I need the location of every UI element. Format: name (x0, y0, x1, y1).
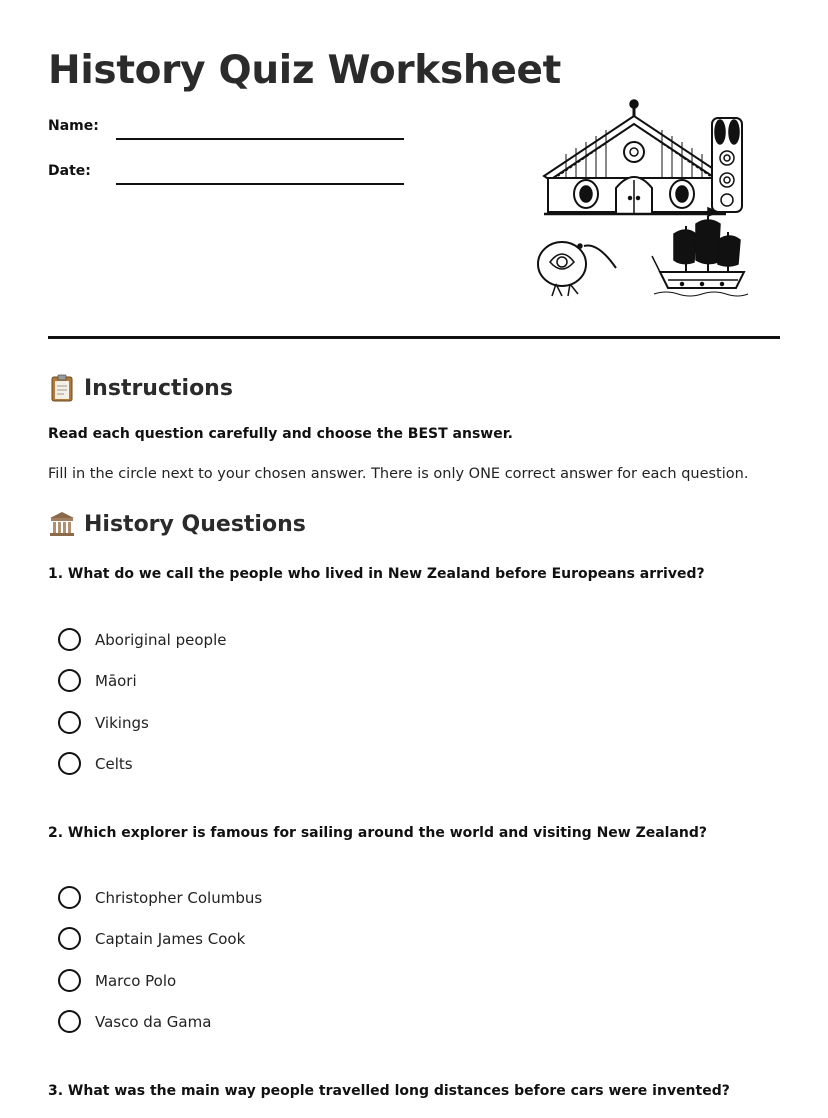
date-label: Date: (48, 163, 91, 179)
option-label: Aboriginal people (95, 630, 227, 649)
clipboard-icon (48, 374, 76, 402)
date-field (48, 163, 91, 179)
radio-circle[interactable] (58, 886, 81, 909)
history-illustration (536, 96, 750, 300)
name-answer-line[interactable] (116, 138, 404, 140)
date-answer-line[interactable] (116, 183, 404, 185)
history-questions-heading-text: History Questions (84, 511, 306, 537)
instructions-text: Fill in the circle next to your chosen answer. There is only ONE correct answer for each question. (48, 466, 749, 482)
header-divider (48, 336, 780, 339)
radio-circle[interactable] (58, 1010, 81, 1033)
classical-building-icon (48, 510, 76, 538)
radio-circle[interactable] (58, 752, 81, 775)
radio-circle[interactable] (58, 927, 81, 950)
option-label: Vikings (95, 713, 149, 732)
question-2-option-2[interactable] (58, 927, 245, 950)
option-label: Captain James Cook (95, 929, 246, 948)
worksheet-title: History Quiz Worksheet (48, 48, 561, 93)
sailing-ship-icon (652, 208, 748, 296)
kiwi-bird-icon (538, 242, 616, 296)
name-label: Name: (48, 118, 99, 134)
history-questions-heading (48, 510, 306, 538)
option-label: Māori (95, 671, 137, 690)
radio-circle[interactable] (58, 628, 81, 651)
instructions-heading (48, 374, 233, 402)
option-label: Celts (95, 754, 133, 773)
question-1-option-2[interactable] (58, 669, 137, 692)
question-1: 1. What do we call the people who lived in New Zealand before Europeans arrived? (48, 566, 705, 582)
instructions-heading-text: Instructions (84, 375, 233, 401)
question-1-option-1[interactable] (58, 628, 226, 651)
question-2-option-1[interactable] (58, 886, 262, 909)
option-label: Christopher Columbus (95, 888, 263, 907)
carved-post-icon (712, 118, 742, 212)
question-1-option-3[interactable] (58, 711, 149, 734)
radio-circle[interactable] (58, 711, 81, 734)
radio-circle[interactable] (58, 669, 81, 692)
question-2-option-3[interactable] (58, 969, 176, 992)
meeting-house-icon (544, 100, 726, 214)
question-2-option-4[interactable] (58, 1010, 211, 1033)
question-1-option-4[interactable] (58, 752, 133, 775)
option-label: Marco Polo (95, 971, 177, 990)
question-3: 3. What was the main way people travelled long distances before cars were invented? (48, 1083, 730, 1099)
instructions-bold-text: Read each question carefully and choose the BEST answer. (48, 426, 513, 442)
name-field (48, 118, 99, 134)
radio-circle[interactable] (58, 969, 81, 992)
question-2: 2. Which explorer is famous for sailing around the world and visiting New Zealand? (48, 825, 708, 841)
option-label: Vasco da Gama (95, 1012, 212, 1031)
